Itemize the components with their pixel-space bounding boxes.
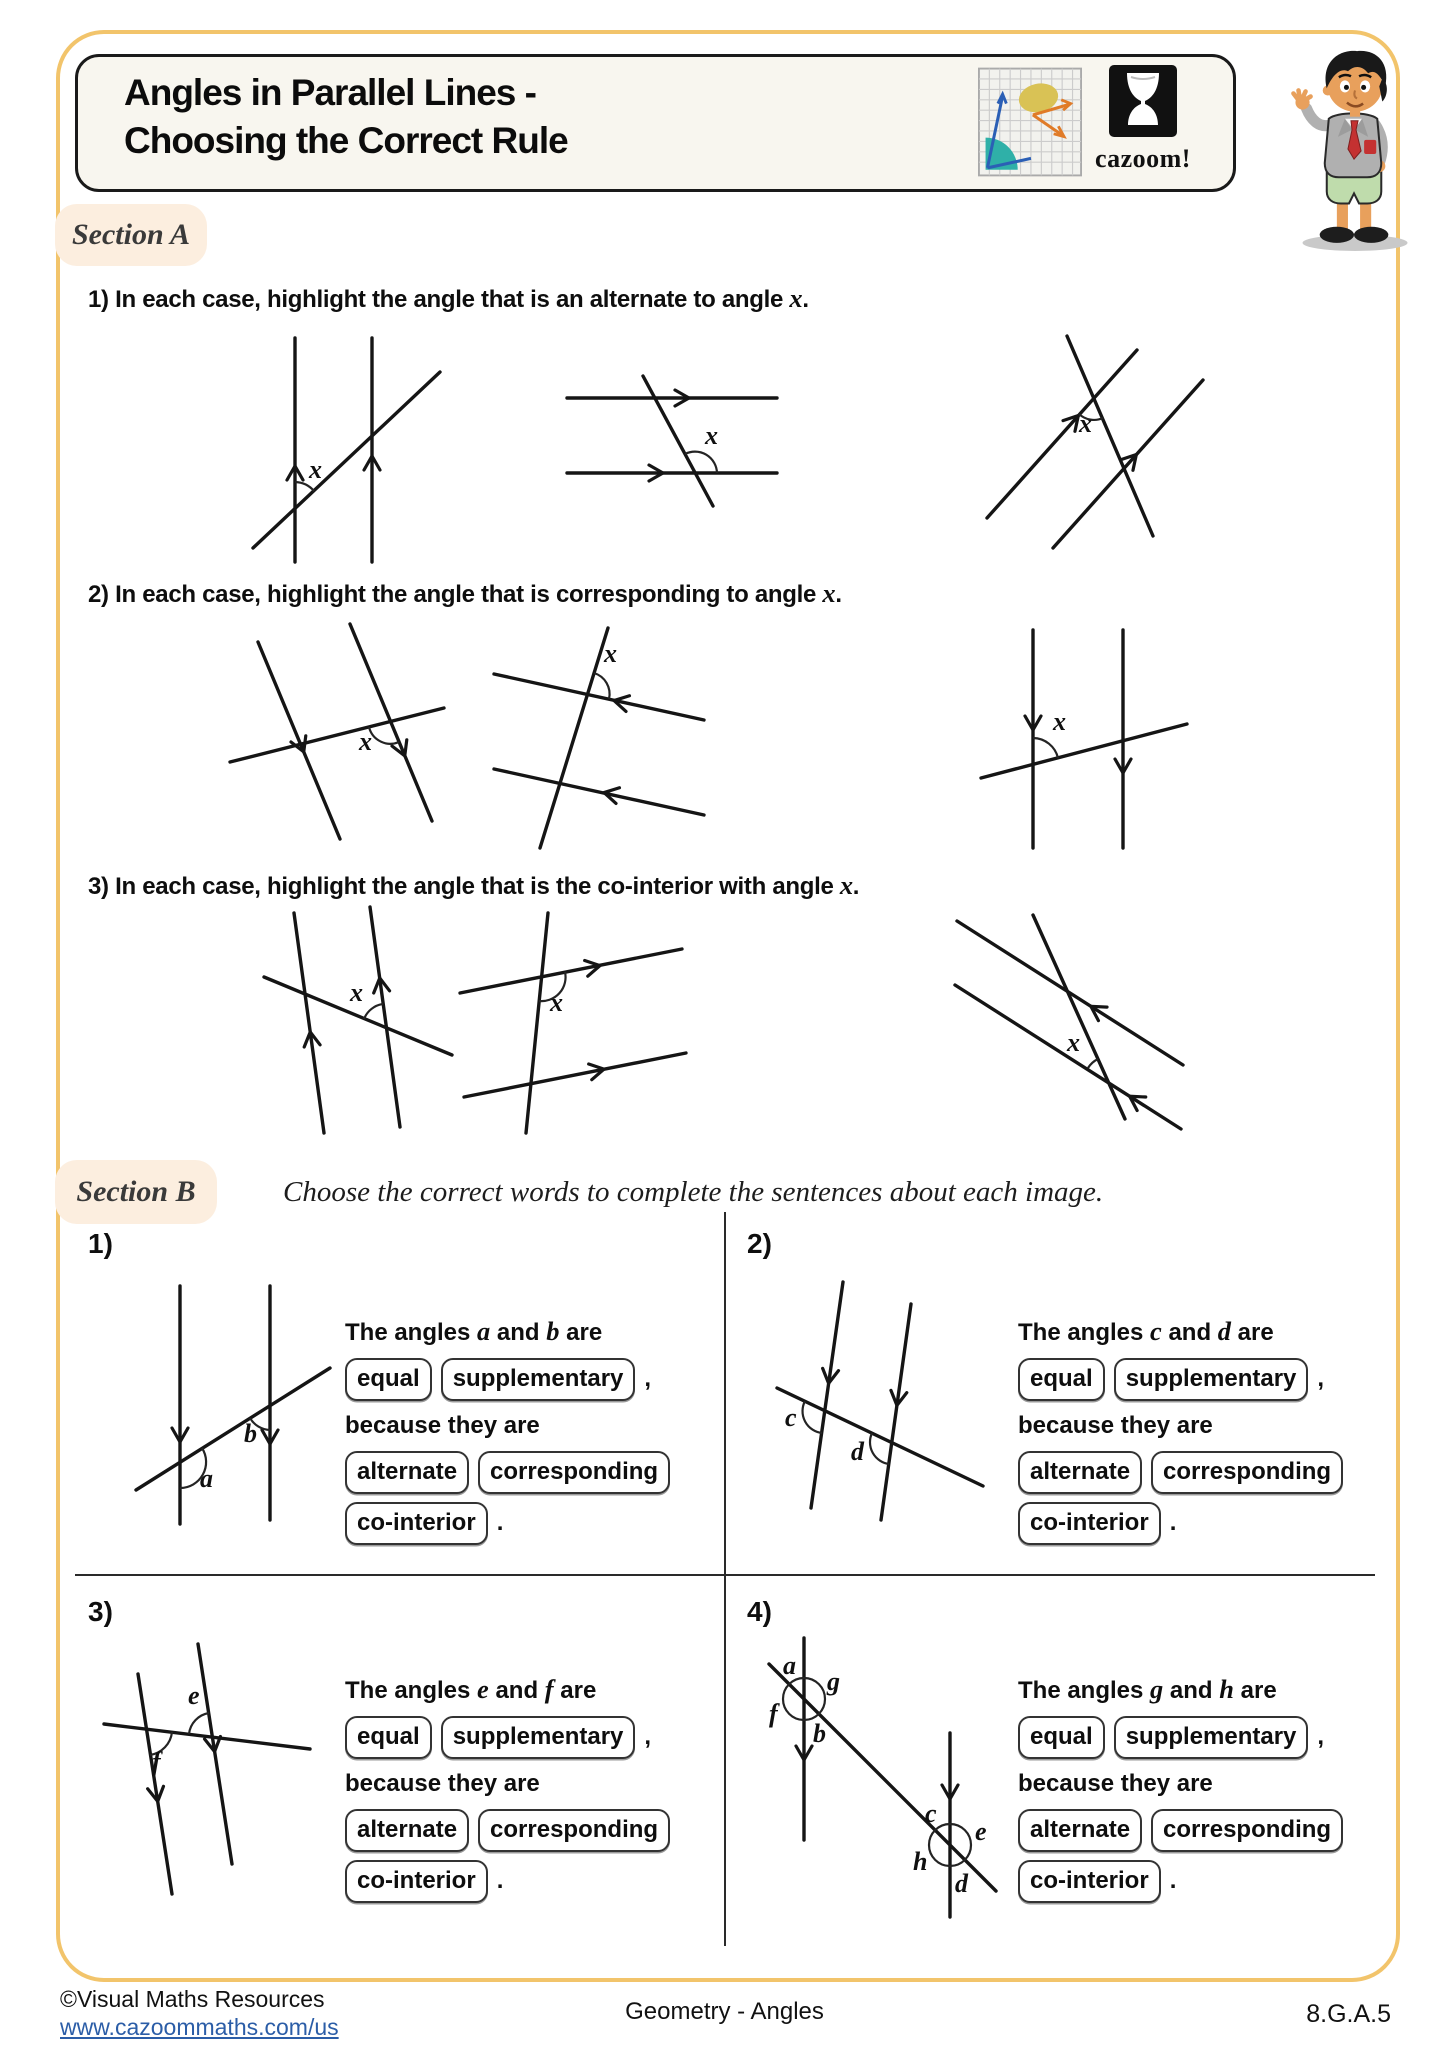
choice-equal: equal: [1018, 1358, 1105, 1401]
angle-label-d: d: [955, 1869, 968, 1898]
angle-label-x: x: [309, 455, 322, 484]
item-4-sentence: The angles g and h are equal supplementary , because they are alternate corresponding co-interior .: [1018, 1672, 1390, 1911]
transversal-line: [526, 913, 548, 1133]
q1-diagram-2: [555, 368, 785, 518]
cazoom-logo: [1077, 63, 1209, 174]
q3-diagram-3: [945, 893, 1195, 1133]
item-4-diagram: [755, 1628, 1025, 1928]
q3-diagram-1: [240, 903, 460, 1143]
choice-equal: equal: [345, 1716, 432, 1759]
choice-alternate: alternate: [345, 1451, 469, 1494]
item-1-number: 1): [88, 1228, 113, 1259]
item-1-sentence: The angles a and b are equal supplementary , because they are alternate corresponding co-interior .: [345, 1314, 717, 1553]
angle-label-x: x: [1053, 707, 1066, 736]
angle-label-x: x: [1079, 409, 1092, 438]
item-2-sentence: The angles c and d are equal supplementary , because they are alternate corresponding co-interior .: [1018, 1314, 1390, 1553]
choice-corresponding: corresponding: [1151, 1809, 1343, 1852]
choice-equal: equal: [345, 1358, 432, 1401]
parallel-line: [811, 1282, 843, 1508]
parallel-line: [494, 769, 704, 815]
parallel-line: [460, 949, 682, 993]
transversal-line: [981, 724, 1187, 778]
angle-label-c: c: [925, 1799, 937, 1828]
angle-label-b: b: [813, 1719, 826, 1748]
transversal-line: [230, 708, 444, 762]
choice-corresponding: corresponding: [1151, 1451, 1343, 1494]
parallel-line: [881, 1304, 911, 1520]
angle-label-x: x: [359, 727, 372, 756]
title-line-2: Choosing the Correct Rule: [124, 120, 568, 161]
section-b-instruction: Choose the correct words to complete the sentences about each image.: [283, 1176, 1104, 1208]
cazoom-brand-text: cazoom!: [1095, 144, 1191, 173]
choice-equal: equal: [1018, 1716, 1105, 1759]
angle-label-f: f: [152, 1747, 161, 1776]
transversal-line: [1033, 915, 1125, 1119]
angle-label-a: a: [783, 1651, 796, 1680]
worksheet-topic: Geometry - Angles: [625, 1998, 824, 2025]
q1-diagram-1: [235, 330, 455, 570]
choice-co-interior: co-interior: [345, 1860, 488, 1903]
worksheet-header: [75, 54, 1236, 192]
item-2-number: 2): [747, 1228, 772, 1259]
choice-supplementary: supplementary: [1114, 1716, 1309, 1759]
question-2-text: 2) In each case, highlight the angle that is corresponding to angle x.: [88, 578, 842, 608]
angle-label-f: f: [769, 1699, 778, 1728]
transversal-line: [643, 376, 713, 506]
transversal-line: [104, 1724, 310, 1749]
item-1-diagram: [118, 1272, 348, 1532]
angle-arc: [189, 1713, 209, 1734]
angles-grid-icon: [978, 67, 1082, 177]
parallel-line: [494, 674, 704, 720]
website-link[interactable]: www.cazoommaths.com/us: [60, 2014, 339, 2040]
choice-co-interior: co-interior: [345, 1502, 488, 1545]
question-3-text: 3) In each case, highlight the angle that is the co-interior with angle x.: [88, 870, 860, 900]
parallel-line: [955, 985, 1181, 1129]
angle-label-x: x: [1067, 1028, 1080, 1057]
choice-supplementary: supplementary: [441, 1716, 636, 1759]
title-line-1: Angles in Parallel Lines -: [124, 72, 536, 113]
angle-label-b: b: [244, 1419, 257, 1448]
angle-label-c: c: [785, 1403, 797, 1432]
q1-diagram-3: [975, 320, 1215, 560]
angle-arc: [1033, 738, 1058, 758]
angle-arc: [364, 1004, 383, 1019]
item-2-diagram: [765, 1268, 995, 1528]
choice-supplementary: supplementary: [441, 1358, 636, 1401]
choice-alternate: alternate: [345, 1809, 469, 1852]
angle-label-h: h: [913, 1847, 928, 1876]
q2-diagram-2: [480, 616, 710, 856]
parallel-line: [987, 350, 1137, 518]
q2-diagram-3: [965, 616, 1195, 856]
angle-label-g: g: [827, 1667, 840, 1696]
angle-label-d: d: [851, 1437, 864, 1466]
section-b-label: Section B: [55, 1160, 217, 1224]
parallel-line: [370, 907, 400, 1127]
choice-alternate: alternate: [1018, 1451, 1142, 1494]
row-divider: [75, 1574, 1375, 1576]
parallel-line: [138, 1674, 172, 1894]
column-divider: [724, 1212, 726, 1946]
parallel-line: [294, 913, 324, 1133]
item-4-number: 4): [747, 1596, 772, 1627]
item-3-sentence: The angles e and f are equal supplementary , because they are alternate corresponding co-interior .: [345, 1672, 717, 1911]
transversal-line: [777, 1388, 983, 1486]
parallel-line: [258, 642, 340, 839]
section-a-label: Section A: [55, 204, 207, 266]
angle-label-x: x: [550, 988, 563, 1017]
angle-label-e: e: [975, 1817, 987, 1846]
item-3-diagram: [92, 1636, 322, 1896]
choice-corresponding: corresponding: [478, 1809, 670, 1852]
choice-co-interior: co-interior: [1018, 1502, 1161, 1545]
choice-supplementary: supplementary: [1114, 1358, 1309, 1401]
choice-alternate: alternate: [1018, 1809, 1142, 1852]
parallel-line: [198, 1644, 232, 1864]
schoolboy-mascot: [1266, 44, 1438, 256]
item-3-number: 3): [88, 1596, 113, 1627]
transversal-line: [540, 628, 608, 848]
angle-label-e: e: [188, 1681, 200, 1710]
page-title: [124, 69, 568, 165]
angle-label-x: x: [350, 978, 363, 1007]
q3-diagram-2: [450, 905, 690, 1135]
parallel-line: [464, 1053, 686, 1097]
angle-label-a: a: [200, 1464, 213, 1493]
cazoom-logo-icon: [1105, 63, 1181, 141]
angle-label-x: x: [604, 639, 617, 668]
transversal-line: [136, 1368, 330, 1490]
choice-co-interior: co-interior: [1018, 1860, 1161, 1903]
question-1-text: 1) In each case, highlight the angle that is an alternate to angle x.: [88, 283, 809, 313]
angle-arc: [1088, 1059, 1098, 1068]
standard-code: 8.G.A.5: [1306, 2000, 1391, 2028]
choice-corresponding: corresponding: [478, 1451, 670, 1494]
angle-label-x: x: [705, 421, 718, 450]
q2-diagram-1: [218, 614, 448, 854]
copyright-text: ©Visual Maths Resources: [60, 1986, 325, 2012]
transversal-line: [253, 372, 440, 548]
parallel-line: [1053, 380, 1203, 548]
